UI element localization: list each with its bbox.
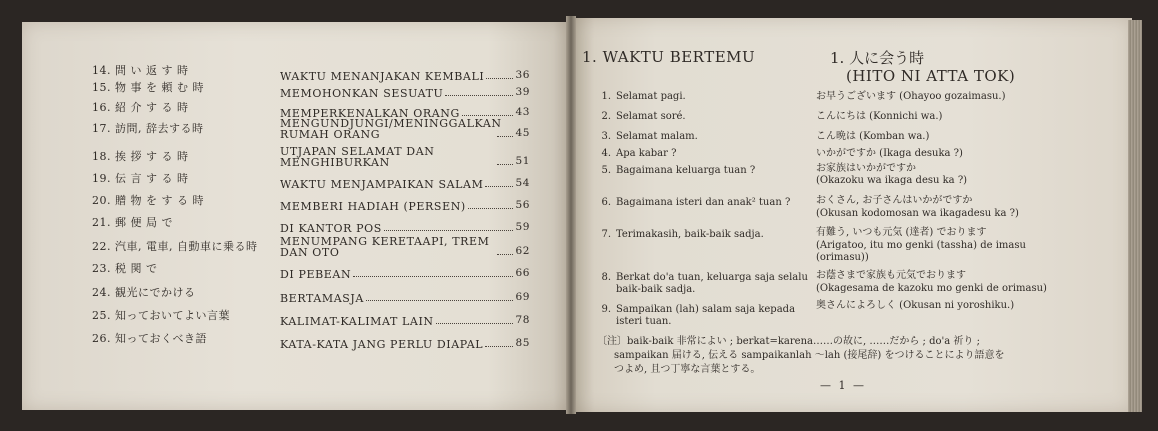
phrase-number: 1. — [601, 91, 611, 102]
phrase-jp: おくさん, お子さんはいかがですか — [816, 195, 973, 206]
phrase-jp-romaji-cont: (orimasu)) — [816, 252, 869, 263]
toc-title: WAKTU MENANJAKAN KEMBALI — [280, 70, 485, 83]
toc-title: WAKTU MENJAMPAIKAN SALAM — [280, 178, 484, 191]
toc-page: 85 — [515, 337, 530, 349]
phrase-jp: いかがですか (Ikaga desuka ?) — [816, 148, 963, 159]
toc-row — [92, 190, 532, 212]
toc-jp: 25. 知っておいてよい言葉 — [92, 309, 230, 322]
toc-row — [92, 212, 532, 234]
toc-page: 59 — [515, 221, 530, 233]
toc-row — [92, 168, 532, 190]
toc-title: UTJAPAN SELAMAT DAN MENGHIBURKAN — [280, 145, 435, 169]
phrase-number: 3. — [601, 131, 611, 142]
toc-page: 39 — [515, 86, 530, 98]
toc-page: 66 — [515, 267, 530, 279]
toc-row — [92, 236, 532, 258]
phrase-number: 8. — [601, 272, 611, 283]
toc-jp: 17. 訪問, 辞去する時 — [92, 122, 204, 135]
toc-page: 36 — [515, 69, 530, 81]
phrase-id: Selamat malam. — [616, 131, 698, 142]
phrase-id-cont: baik-baik sadja. — [616, 284, 696, 295]
phrase-jp-romaji: (Okagesama de kazoku mo genki de orimasu) — [816, 283, 1047, 294]
toc-title: DI PEBEAN — [280, 268, 352, 281]
phrase-id-cont: isteri tuan. — [616, 316, 672, 327]
toc-page: 62 — [515, 245, 530, 257]
phrase-jp: お家族はいかがですか — [816, 163, 916, 174]
toc-title: MEMPERKENALKAN ORANG — [280, 107, 460, 120]
toc-title: KALIMAT-KALIMAT LAIN — [280, 315, 434, 328]
note-line: 〔注〕baik-baik 非常によい ; berkat=karena……の故に, ……だから ; do'a 祈り ; — [597, 336, 980, 347]
phrase-jp: 有難う, いつも元気 (達者) でおります — [816, 227, 987, 238]
toc-row — [92, 258, 532, 280]
note-line: つよめ, 且つ丁寧な言葉とする。 — [614, 364, 761, 375]
toc-row — [92, 146, 532, 168]
toc-row — [92, 77, 532, 99]
toc-jp: 18. 挨 拶 す る 時 — [92, 150, 189, 163]
toc-jp: 24. 観光にでかける — [92, 286, 196, 299]
note-line: sampaikan 届ける, 伝える sampaikanlah ～lah (接尾辞) をつけることにより語意を — [614, 350, 1005, 361]
phrase-jp: 奥さんによろしく (Okusan ni yoroshiku.) — [816, 300, 1015, 311]
toc-row — [92, 328, 532, 350]
toc-title: MEMOHONKAN SESUATU — [280, 87, 444, 100]
toc-page: 78 — [515, 314, 530, 326]
toc-page: 45 — [515, 127, 530, 139]
phrase-number: 9. — [601, 304, 611, 315]
phrase-id: Apa kabar ? — [616, 148, 677, 159]
toc-jp: 22. 汽車, 電車, 自動車に乗る時 — [92, 240, 258, 253]
page-number: — 1 — — [820, 379, 866, 392]
toc-page: 69 — [515, 291, 530, 303]
phrase-id: Selamat pagi. — [616, 91, 686, 102]
phrase-jp: こんにちは (Konnichi wa.) — [816, 111, 943, 122]
toc-page: 56 — [515, 199, 530, 211]
toc-jp: 20. 贈 物 を す る 時 — [92, 194, 204, 207]
section-heading-jp: 1. 人に会う時 — [830, 49, 925, 67]
toc-row — [92, 305, 532, 327]
phrase-number: 5. — [601, 165, 611, 176]
page-edges — [1128, 20, 1142, 412]
toc-page: 54 — [515, 177, 530, 189]
toc-title: BERTAMASJA — [280, 292, 364, 305]
phrase-number: 2. — [601, 111, 611, 122]
phrase-jp-romaji: (Arigatoo, itu mo genki (tassha) de imasu — [816, 240, 1026, 251]
phrase-number: 4. — [601, 148, 611, 159]
section-heading-romaji: (HITO NI ATTA TOK) — [846, 67, 1016, 85]
phrase-id: Bagaimana isteri dan anak² tuan ? — [616, 197, 791, 208]
toc-jp: 26. 知っておくべき語 — [92, 332, 207, 345]
toc-title: MENGUNDJUNGI/MENINGGALKAN RUMAH ORANG — [280, 117, 502, 141]
toc-title: KATA-KATA JANG PERLU DIAPAL — [280, 338, 484, 351]
phrase-id: Sampaikan (lah) salam saja kepada — [616, 304, 796, 315]
toc-jp: 19. 伝 言 す る 時 — [92, 172, 189, 185]
toc-page: 51 — [515, 155, 530, 167]
phrase-id: Selamat soré. — [616, 111, 686, 122]
toc-title: MEMBERI HADIAH (PERSEN) — [280, 200, 466, 213]
toc-page: 43 — [515, 106, 530, 118]
phrase-id: Terimakasih, baik-baik sadja. — [616, 229, 764, 240]
phrase-id: Berkat do'a tuan, keluarga saja selalu — [616, 272, 808, 283]
toc-row — [92, 97, 532, 119]
phrase-number: 7. — [601, 229, 611, 240]
phrase-jp-romaji: (Okusan kodomosan wa ikagadesu ka ?) — [816, 208, 1019, 219]
phrase-jp: お早うございます (Ohayoo gozaimasu.) — [816, 91, 1006, 102]
toc-jp: 23. 税 関 で — [92, 262, 158, 275]
toc-row — [92, 118, 532, 140]
phrase-jp-romaji: (Okazoku wa ikaga desu ka ?) — [816, 175, 968, 186]
toc-jp: 14. 問 い 返 す 時 — [92, 64, 189, 77]
phrase-number: 6. — [601, 197, 611, 208]
book-spine — [566, 16, 576, 414]
phrase-jp: こん晩は (Komban wa.) — [816, 131, 930, 142]
toc-jp: 16. 紹 介 す る 時 — [92, 101, 189, 114]
phrase-id: Bagaimana keluarga tuan ? — [616, 165, 756, 176]
phrase-jp: お蔭さまで家族も元気でおります — [816, 270, 966, 281]
toc-jp: 21. 郵 便 局 で — [92, 216, 173, 229]
section-heading-id: 1. WAKTU BERTEMU — [582, 48, 756, 66]
toc-row — [92, 282, 532, 304]
toc-jp: 15. 物 事 を 頼 む 時 — [92, 81, 204, 94]
toc-title: MENUMPANG KERETAAPI, TREM DAN OTO — [280, 235, 490, 259]
toc-title: DI KANTOR POS — [280, 222, 382, 235]
